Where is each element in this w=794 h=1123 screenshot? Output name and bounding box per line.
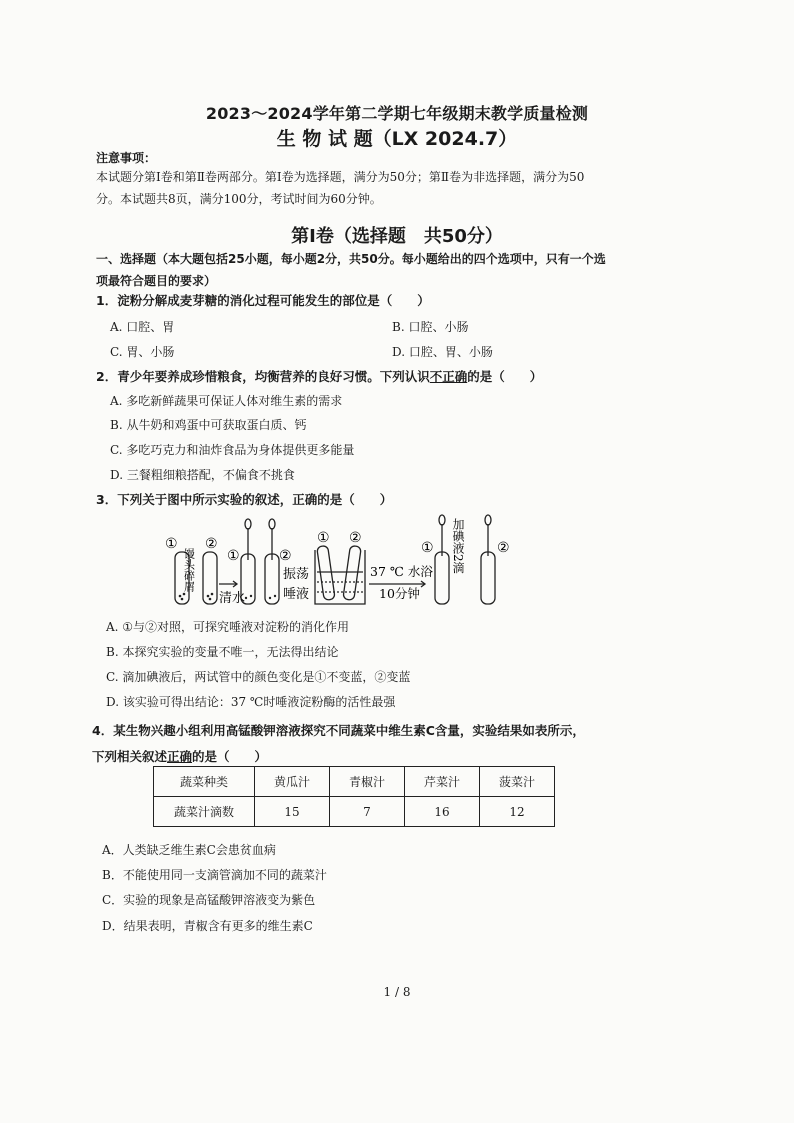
table-row — [154, 797, 555, 827]
notice-text: 本试题分第Ⅰ卷和第Ⅱ卷两部分。第Ⅰ卷为选择题，满分为50分；第Ⅱ卷为非选择题，满分为50分。本试题共8页，满分100分，考试时间为60分钟。 — [96, 170, 585, 206]
fig-mark-2a: ② — [205, 536, 218, 552]
fig-mark-1d: ① — [421, 540, 434, 556]
q1-option-b: B. 口腔、小肠 — [392, 320, 469, 334]
tube-1c-icon — [435, 552, 449, 604]
page-number: 1 / 8 — [383, 985, 411, 999]
q2-option-a: A. 多吃新鲜蔬果可保证人体对维生素的需求 — [110, 394, 343, 408]
q2-option-b: B. 从牛奶和鸡蛋中可获取蛋白质、钙 — [110, 418, 307, 432]
q3-experiment-figure — [165, 510, 515, 612]
tube-2c-icon — [481, 552, 495, 604]
q1-option-d: D. 口腔、胃、小肠 — [392, 345, 493, 359]
table-cell: 蔬菜汁滴数 — [154, 797, 255, 827]
table-cell: 黄瓜汁 — [255, 767, 330, 797]
q3-option-d: D. 该实验可得出结论：37 ℃时唾液淀粉酶的活性最强 — [106, 695, 396, 709]
table-row — [154, 767, 555, 797]
fig-label-iodine: 加碘液2滴 — [451, 518, 465, 574]
tube-2a-icon — [203, 552, 217, 604]
q3-option-a: A. ①与②对照，可探究唾液对淀粉的消化作用 — [106, 620, 350, 634]
table-cell: 16 — [405, 797, 480, 827]
fig-mark-2c: ② — [349, 530, 362, 546]
fig-mark-1a: ① — [165, 536, 178, 552]
table-cell: 芹菜汁 — [405, 767, 480, 797]
section-title: 第Ⅰ卷（选择题 共50分） — [291, 226, 503, 247]
q2-stem-pre: 2．青少年要养成珍惜粮食，均衡营养的良好习惯。下列认识 — [96, 369, 430, 384]
q4-stem-pre: 下列相关叙述 — [92, 749, 168, 764]
tube-2b-icon — [265, 554, 279, 604]
q4-option-d: D．结果表明，青椒含有更多的维生素C — [102, 919, 313, 933]
q4-stem-post: 的是（ ） — [192, 749, 268, 764]
q2-stem-mark: 不正确 — [429, 369, 468, 384]
fig-label-saliva: 唾液 — [283, 587, 310, 602]
q3-stem: 3．下列关于图中所示实验的叙述，正确的是（ ） — [96, 492, 393, 507]
part-intro: 一、选择题（本大题包括25小题，每小题2分，共50分。每小题给出的四个选项中，只有一个选项最符合题目的要求） — [96, 252, 606, 288]
fig-label-water: 清水 — [219, 591, 246, 606]
notice-heading: 注意事项： — [96, 151, 157, 165]
q2-stem — [96, 367, 542, 385]
q2-option-d: D. 三餐粗细粮搭配，不偏食不挑食 — [110, 468, 295, 482]
table-cell: 7 — [330, 797, 405, 827]
fig-mark-2d: ② — [497, 540, 510, 556]
q2-stem-post: 的是（ ） — [467, 369, 543, 384]
fig-label-bath-temp: 37 ℃ 水浴 — [370, 564, 433, 579]
q4-stem-line2 — [92, 747, 267, 765]
q3-option-c: C. 滴加碘液后，两试管中的颜色变化是①不变蓝，②变蓝 — [106, 670, 411, 684]
table-cell: 12 — [480, 797, 555, 827]
fig-mark-1c: ① — [317, 530, 330, 546]
fig-mark-1b: ① — [227, 548, 240, 564]
q4-option-a: A．人类缺乏维生素C会患贫血病 — [102, 843, 276, 857]
fig-label-crumbs: 馒头碎屑 — [182, 548, 196, 592]
fig-label-bath-time: 10分钟 — [379, 586, 420, 601]
q4-stem-mark: 正确 — [167, 749, 193, 764]
q4-option-b: B．不能使用同一支滴管滴加不同的蔬菜汁 — [102, 868, 327, 882]
exam-subtitle: 生 物 试 题（LX 2024.7） — [276, 128, 518, 150]
table-cell: 15 — [255, 797, 330, 827]
fig-mark-2b: ② — [279, 548, 292, 564]
q4-stem-line1: 4．某生物兴趣小组利用高锰酸钾溶液探究不同蔬菜中维生素C含量，实验结果如表所示， — [92, 723, 585, 738]
table-cell: 蔬菜种类 — [154, 767, 255, 797]
q3-option-b: B. 本探究实验的变量不唯一，无法得出结论 — [106, 645, 339, 659]
q1-stem: 1．淀粉分解成麦芽糖的消化过程可能发生的部位是（ ） — [96, 293, 430, 308]
q4-data-table — [153, 766, 555, 827]
table-cell: 菠菜汁 — [480, 767, 555, 797]
q2-option-c: C. 多吃巧克力和油炸食品为身体提供更多能量 — [110, 443, 355, 457]
q4-option-c: C．实验的现象是高锰酸钾溶液变为紫色 — [102, 893, 316, 907]
table-cell: 青椒汁 — [330, 767, 405, 797]
exam-title: 2023～2024学年第二学期七年级期末教学质量检测 — [205, 104, 589, 123]
q1-option-c: C. 胃、小肠 — [110, 345, 175, 359]
fig-label-shake: 振荡 — [283, 567, 310, 582]
q1-option-a: A. 口腔、胃 — [110, 320, 175, 334]
